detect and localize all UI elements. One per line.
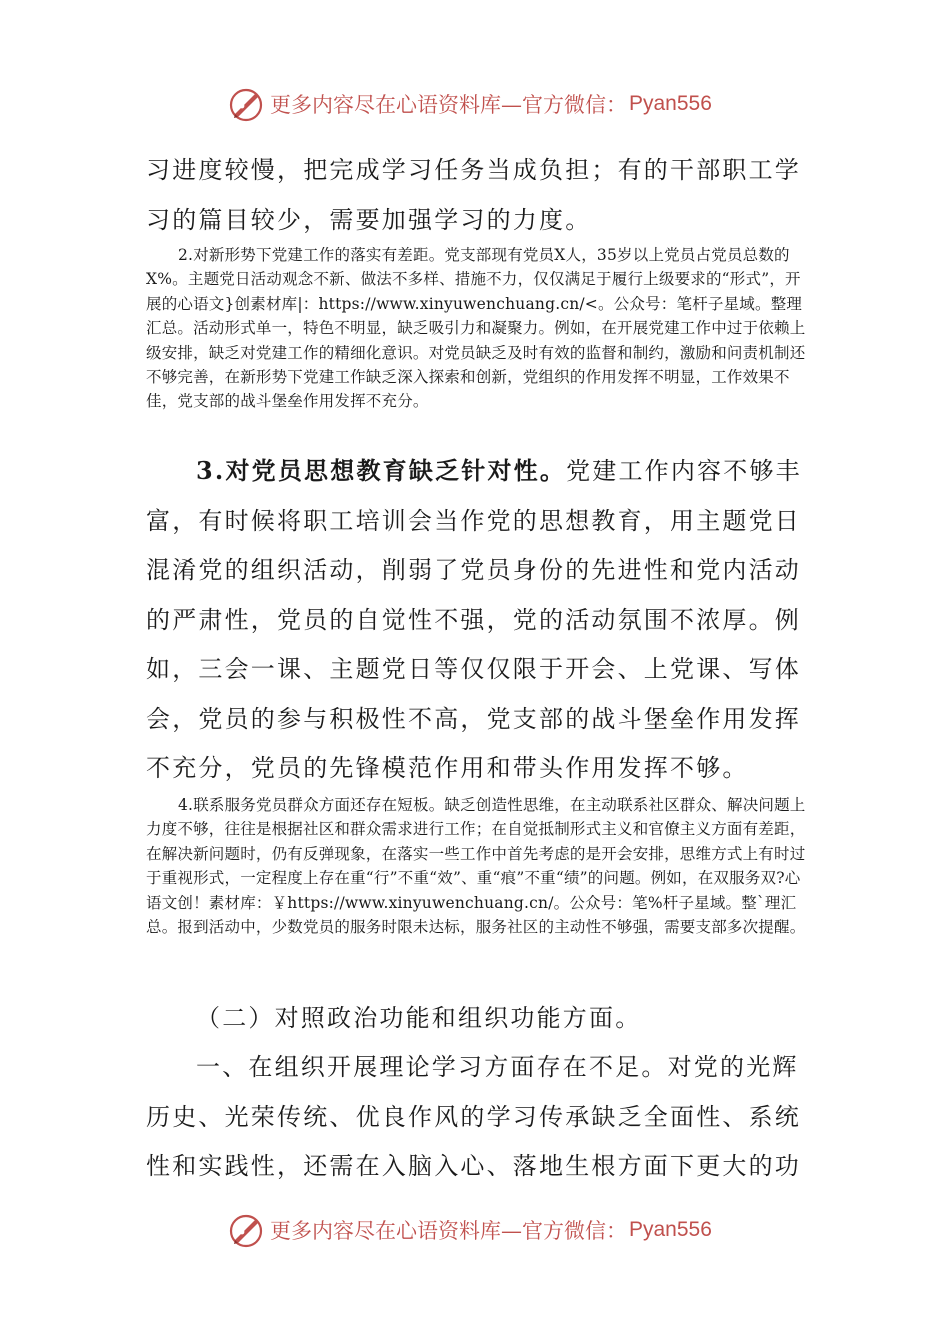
paragraph-item-4: 4.联系服务党员群众方面还存在短板。缺乏创造性思维，在主动联系社区群众、解决问题上力度不够，往往是根据社区和群众需求进行工作；在自觉抵制形式主义和官僚主义方面有差距，在解决新问题时，仍有反弹现象，在落实一些工作中首先考虑的是开会安排，思维方式上有时过于重视形式，一定程度上存在重“行”不重“效”、重“痕”不重“绩”的问题。例如，在双服务双?心语文创！素材库：￥https://www.xinyuwenchuang.cn/。公众号：笔%杆子星域。整`理汇总。报到活动中，少数党员的服务时限未达标，服务社区的主动性不够强，需要支部多次提醒。 — [146, 796, 806, 937]
watermark-brand-text: 更多内容尽在心语资料库—官方微信： — [270, 1219, 627, 1243]
paragraph-continued: 习进度较慢，把完成学习任务当成负担；有的干部职工学习的篇目较少，需要加强学习的力度。 — [146, 156, 801, 234]
pen-circle-logo-icon — [226, 84, 266, 124]
paragraph-item-2: 2.对新形势下党建工作的落实有差距。党支部现有党员X人，35岁以上党员占党员总数的X%。主题党日活动观念不新、做法不多样、措施不力，仅仅满足于履行上级要求的“形式”，开展的心语文}创素材库|：https://www.xinyuwenchuang.cn/<。公众号：笔杆子星域。整理汇总。活动形式单一，特色不明显，缺乏吸引力和凝聚力。例如，在开展党建工作中过于依赖上级安排，缺乏对党建工作的精细化意识。对党员缺乏及时有效的监督和制约，激励和问责机制还不够完善，在新形势下党建工作缺乏深入探索和创新，党组织的作用发挥不明显，工作效果不佳，党支部的战斗堡垒作用发挥不充分。 — [146, 246, 806, 411]
item-3-body: 党建工作内容不够丰富，有时候将职工培训会当作党的思想教育，用主题党日混淆党的组织活动，削弱了党员身份的先进性和党内活动的严肃性，党员的自觉性不强，党的活动氛围不浓厚。例如，三会一课、主题党日等仅仅限于开会、上党课、写体会，党员的参与积极性不高，党支部的战斗堡垒作用发挥不充分，党员的先锋模范作用和带头作用发挥不够。 — [146, 457, 802, 782]
paragraph-item-3 — [146, 446, 806, 794]
section-heading: （二）对照政治功能和组织功能方面。 — [196, 1004, 642, 1032]
header-watermark — [226, 82, 712, 126]
watermark-wechat-id: Pyan556 — [629, 1218, 712, 1241]
watermark-wechat-id: Pyan556 — [629, 92, 712, 115]
watermark-brand-text: 更多内容尽在心语资料库—官方微信： — [270, 93, 627, 117]
pen-circle-logo-icon — [226, 1210, 266, 1250]
paragraph-section-1: 一、在组织开展理论学习方面存在不足。对党的光辉历史、光荣传统、优良作风的学习传承缺乏全面性、系统性和实践性，还需在入脑入心、落地生根方面下更大的功 — [146, 1053, 801, 1180]
item-3-heading: 3.对党员思想教育缺乏针对性。 — [196, 456, 567, 485]
footer-watermark — [226, 1208, 712, 1252]
